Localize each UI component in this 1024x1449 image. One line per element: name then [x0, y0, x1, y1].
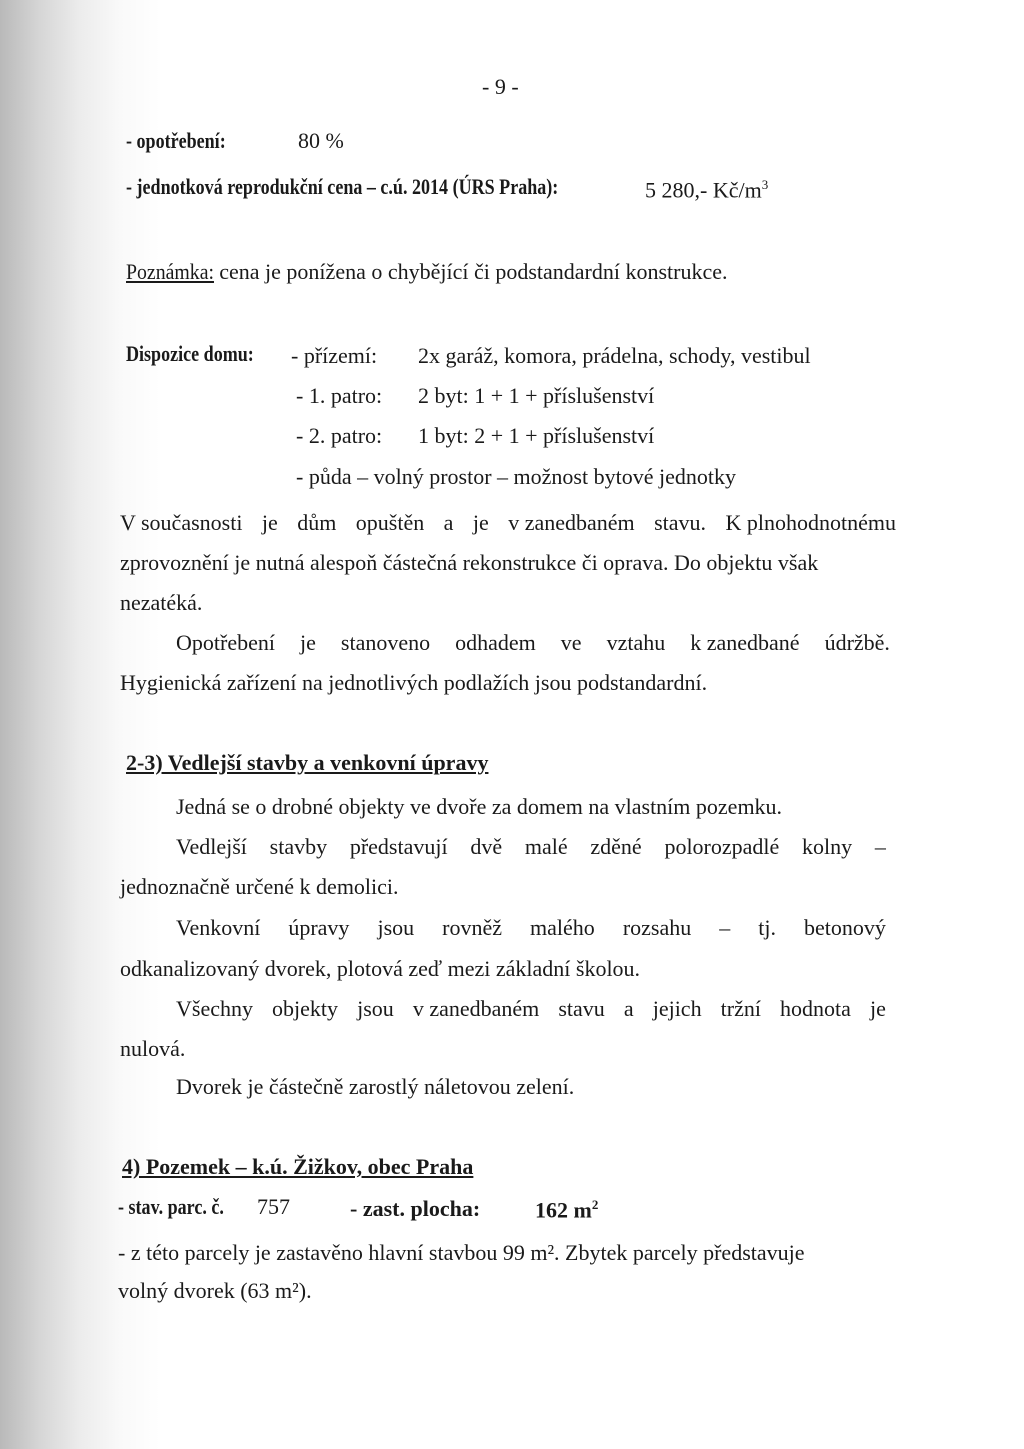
section23-p4-line2: nulová.	[120, 1036, 186, 1061]
area-label: - zast. plocha:	[350, 1196, 481, 1221]
section23-p4-line1: Všechny objekty jsou v zanedbaném stavu a jejich tržní hodnota je	[176, 996, 886, 1021]
section4-text-line2: volný dvorek (63 m²).	[118, 1278, 312, 1303]
section23-p3-line2: odkanalizovaný dvorek, plotová zeď mezi základní školou.	[120, 956, 641, 981]
layout-floor-ground: - přízemí:	[291, 343, 378, 368]
section23-heading: 2-3) Vedlejší stavby a venkovní úpravy	[126, 750, 489, 775]
layout-floor-2: - 2. patro:	[296, 423, 383, 448]
section23-p2-line1: Vedlejší stavby představují dvě malé zděné polorozpadlé kolny –	[176, 834, 886, 859]
para1-line1: V současnosti je dům opuštěn a je v zanedbaném stavu. K plnohodnotnému	[120, 510, 896, 535]
layout-floor-1: - 1. patro:	[296, 383, 383, 408]
para1-line2: zprovoznění je nutná alespoň částečná rekonstrukce či oprava. Do objektu však	[120, 550, 819, 575]
parcel-value: 757	[257, 1194, 290, 1219]
layout-label: Dispozice domu:	[126, 341, 254, 366]
unit-price-value: 5 280,- $Kč/m^3$	[645, 177, 769, 203]
area-value: 162 $m^2$	[535, 1197, 599, 1223]
layout-attic: - půda – volný prostor – možnost bytové jednotky	[296, 464, 736, 489]
section23-p5: Dvorek je částečně zarostlý náletovou zelení.	[176, 1074, 575, 1099]
section4-heading: 4) Pozemek – k.ú. Žižkov, obec Praha	[122, 1154, 474, 1179]
unit-price-label: - jednotková reprodukční cena – c.ú. 2014 (ÚRS Praha):	[126, 174, 559, 199]
parcel-label: - stav. parc. č.	[118, 1194, 224, 1219]
section23-p1: Jedná se o drobné objekty ve dvoře za domem na vlastním pozemku.	[176, 794, 783, 819]
section23-p3-line1: Venkovní úpravy jsou rovněž malého rozsahu – tj. betonový	[176, 915, 886, 940]
para2-line1: Opotřebení je stanoveno odhadem ve vztahu k zanedbané údržbě.	[176, 630, 890, 655]
wear-value: 80 %	[298, 128, 344, 153]
wear-label: - opotřebení:	[126, 128, 226, 153]
section4-text-line1: - z této parcely je zastavěno hlavní stavbou 99 m². Zbytek parcely představuje	[118, 1240, 805, 1265]
para2-line2: Hygienická zařízení na jednotlivých podlažích jsou podstandardní.	[120, 670, 708, 695]
page-number: - 9 -	[482, 74, 519, 99]
section23-p2-line2: jednoznačně určené k demolici.	[120, 874, 399, 899]
para1-line3: nezatéká.	[120, 590, 203, 615]
layout-desc-ground: 2x garáž, komora, prádelna, schody, vestibul	[418, 343, 811, 368]
layout-desc-2: 1 byt: 2 + 1 + příslušenství	[418, 423, 655, 448]
layout-desc-1: 2 byt: 1 + 1 + příslušenství	[418, 383, 655, 408]
note: Poznámka: cena je ponížena o chybějící či podstandardní konstrukce.	[126, 259, 728, 284]
